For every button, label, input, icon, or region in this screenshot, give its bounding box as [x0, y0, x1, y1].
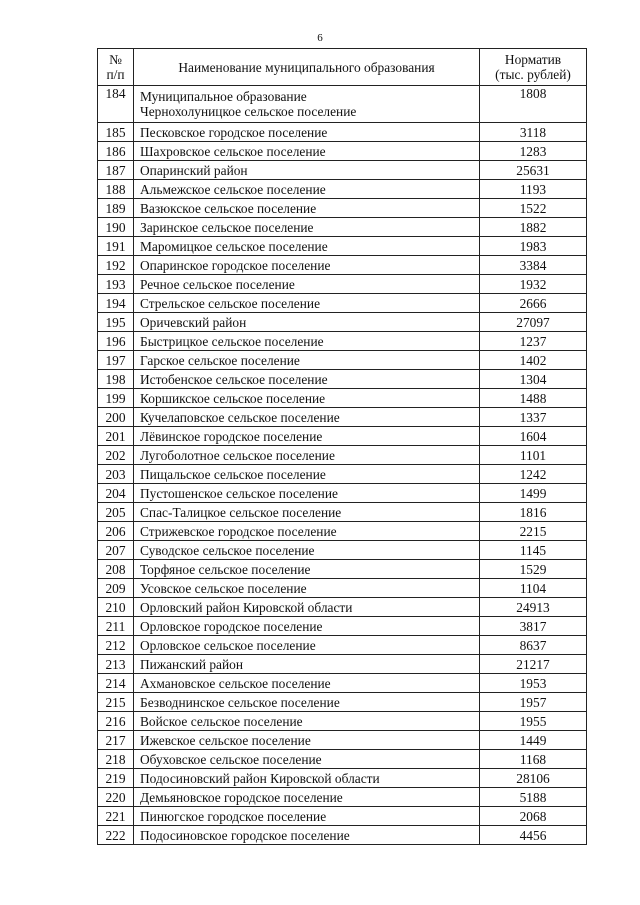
municipality-name: [134, 807, 480, 826]
norm-value: 1522: [480, 199, 587, 218]
row-number: 186: [98, 142, 134, 161]
municipality-name-line1: Безводнинское сельское поселение: [140, 694, 340, 710]
table-row: [98, 750, 587, 769]
table-row: [98, 712, 587, 731]
norm-value: 1304: [480, 370, 587, 389]
norm-value: 1488: [480, 389, 587, 408]
municipality-name: [134, 332, 480, 351]
municipality-name: [134, 693, 480, 712]
row-number: 193: [98, 275, 134, 294]
norm-value: 1816: [480, 503, 587, 522]
table-row: [98, 199, 587, 218]
municipality-name-line1: Лёвинское городское поселение: [140, 428, 323, 444]
municipality-name: [134, 731, 480, 750]
table-row: [98, 560, 587, 579]
row-number: 221: [98, 807, 134, 826]
table-row: [98, 161, 587, 180]
table-row: [98, 541, 587, 560]
row-number: 188: [98, 180, 134, 199]
norm-value: 5188: [480, 788, 587, 807]
table-body: [98, 86, 587, 845]
municipality-name-line1: Пищальское сельское поселение: [140, 466, 326, 482]
norm-value: 1499: [480, 484, 587, 503]
table-row: [98, 427, 587, 446]
norm-value: 1932: [480, 275, 587, 294]
norm-value: 1983: [480, 237, 587, 256]
municipality-name: [134, 788, 480, 807]
municipality-name: [134, 180, 480, 199]
table-row: [98, 86, 587, 123]
row-number: 198: [98, 370, 134, 389]
municipality-name-line1: Пустошенское сельское поселение: [140, 485, 338, 501]
municipality-name: [134, 408, 480, 427]
municipality-name: [134, 218, 480, 237]
norms-table: [97, 48, 587, 845]
municipality-name: [134, 655, 480, 674]
municipality-name: [134, 636, 480, 655]
row-number: 199: [98, 389, 134, 408]
municipality-name: [134, 560, 480, 579]
table-header-row: [98, 49, 587, 86]
table-row: [98, 731, 587, 750]
municipality-name: [134, 503, 480, 522]
norm-value: 3118: [480, 123, 587, 142]
row-number: 220: [98, 788, 134, 807]
municipality-name-line1: Спас-Талицкое сельское поселение: [140, 504, 342, 520]
municipality-name-line1: Орловский район Кировской области: [140, 599, 353, 615]
table-row: [98, 674, 587, 693]
municipality-name-line1: Обуховское сельское поселение: [140, 751, 322, 767]
norm-value: 1101: [480, 446, 587, 465]
header-number: [98, 49, 134, 86]
municipality-name-line1: Заринское сельское поселение: [140, 219, 314, 235]
table-row: [98, 294, 587, 313]
municipality-name-line1: Стрижевское городское поселение: [140, 523, 337, 539]
header-value-line2: (тыс. рублей): [495, 67, 571, 82]
municipality-name: [134, 294, 480, 313]
header-number-line1: №: [109, 52, 122, 67]
municipality-name: [134, 199, 480, 218]
municipality-name-line1: Маромицкое сельское поселение: [140, 238, 328, 254]
table-row: [98, 237, 587, 256]
municipality-name: [134, 541, 480, 560]
municipality-name: [134, 427, 480, 446]
municipality-name-line1: Ижевское сельское поселение: [140, 732, 311, 748]
table-row: [98, 313, 587, 332]
table-row: [98, 788, 587, 807]
norm-value: 1242: [480, 465, 587, 484]
municipality-name: [134, 370, 480, 389]
row-number: 217: [98, 731, 134, 750]
row-number: 187: [98, 161, 134, 180]
table-row: [98, 389, 587, 408]
table-row: [98, 807, 587, 826]
municipality-name: [134, 161, 480, 180]
norm-value: 1953: [480, 674, 587, 693]
row-number: 219: [98, 769, 134, 788]
norm-value: 1955: [480, 712, 587, 731]
municipality-name-line1: Речное сельское поселение: [140, 276, 295, 292]
municipality-name-line1: Орловское сельское поселение: [140, 637, 316, 653]
table-row: [98, 693, 587, 712]
row-number: 209: [98, 579, 134, 598]
row-number: 196: [98, 332, 134, 351]
municipality-name-line1: Опаринский район: [140, 162, 248, 178]
municipality-name: [134, 123, 480, 142]
header-name: Наименование муниципального образования: [134, 49, 480, 86]
table-row: [98, 275, 587, 294]
norm-value: 28106: [480, 769, 587, 788]
row-number: 214: [98, 674, 134, 693]
norm-value: 1882: [480, 218, 587, 237]
table-row: [98, 503, 587, 522]
table-row: [98, 351, 587, 370]
row-number: 192: [98, 256, 134, 275]
table-row: [98, 598, 587, 617]
norm-value: 1529: [480, 560, 587, 579]
municipality-name-line1: Торфяное сельское поселение: [140, 561, 311, 577]
table-row: [98, 446, 587, 465]
table-row: [98, 484, 587, 503]
row-number: 201: [98, 427, 134, 446]
municipality-name-line1: Суводское сельское поселение: [140, 542, 315, 558]
norm-value: 4456: [480, 826, 587, 845]
municipality-name: [134, 275, 480, 294]
row-number: 197: [98, 351, 134, 370]
table-row: [98, 465, 587, 484]
row-number: 213: [98, 655, 134, 674]
municipality-name: [134, 674, 480, 693]
norm-value: 3384: [480, 256, 587, 275]
table-row: [98, 579, 587, 598]
municipality-name-line1: Пижанский район: [140, 656, 243, 672]
municipality-name-line1: Песковское городское поселение: [140, 124, 328, 140]
row-number: 200: [98, 408, 134, 427]
norm-value: 2215: [480, 522, 587, 541]
municipality-name: [134, 313, 480, 332]
municipality-name-line1: Шахровское сельское поселение: [140, 143, 326, 159]
table-row: [98, 522, 587, 541]
municipality-name-line1: Опаринское городское поселение: [140, 257, 331, 273]
page-number: 6: [317, 32, 323, 44]
row-number: 189: [98, 199, 134, 218]
norm-value: 1193: [480, 180, 587, 199]
table-row: [98, 370, 587, 389]
row-number: 205: [98, 503, 134, 522]
municipality-name: [134, 617, 480, 636]
table-row: [98, 655, 587, 674]
municipality-name: [134, 446, 480, 465]
municipality-name: [134, 712, 480, 731]
norm-value: 2666: [480, 294, 587, 313]
table-row: [98, 142, 587, 161]
norm-value: 1104: [480, 579, 587, 598]
row-number: 211: [98, 617, 134, 636]
row-number: 203: [98, 465, 134, 484]
row-number: 204: [98, 484, 134, 503]
municipality-name-line1: Войское сельское поселение: [140, 713, 303, 729]
municipality-name-line1: Оричевский район: [140, 314, 247, 330]
municipality-name-line1: Вазюкское сельское поселение: [140, 200, 317, 216]
municipality-name: [134, 465, 480, 484]
municipality-name-line1: Подосиновский район Кировской области: [140, 770, 380, 786]
row-number: 206: [98, 522, 134, 541]
norm-value: 1604: [480, 427, 587, 446]
municipality-name: [134, 86, 480, 123]
norm-value: 1957: [480, 693, 587, 712]
table-row: [98, 636, 587, 655]
table-row: [98, 218, 587, 237]
norm-value: 3817: [480, 617, 587, 636]
norm-value: 2068: [480, 807, 587, 826]
table-row: [98, 408, 587, 427]
municipality-name: [134, 484, 480, 503]
municipality-name: [134, 826, 480, 845]
table-row: [98, 332, 587, 351]
norm-value: 21217: [480, 655, 587, 674]
municipality-name-line1: Стрельское сельское поселение: [140, 295, 321, 311]
municipality-name-line1: Лугоболотное сельское поселение: [140, 447, 335, 463]
municipality-name-line1: Ахмановское сельское поселение: [140, 675, 331, 691]
municipality-name: [134, 579, 480, 598]
row-number: 185: [98, 123, 134, 142]
table-row: [98, 826, 587, 845]
header-value: [480, 49, 587, 86]
norm-value: 1283: [480, 142, 587, 161]
row-number: 215: [98, 693, 134, 712]
norm-value: 8637: [480, 636, 587, 655]
row-number: 184: [98, 86, 134, 123]
norm-value: 25631: [480, 161, 587, 180]
municipality-name: [134, 769, 480, 788]
row-number: 208: [98, 560, 134, 579]
row-number: 191: [98, 237, 134, 256]
norm-value: 1808: [480, 86, 587, 123]
municipality-name-line1: Гарское сельское поселение: [140, 352, 300, 368]
municipality-name-line1: Орловское городское поселение: [140, 618, 323, 634]
row-number: 218: [98, 750, 134, 769]
municipality-name-line1: Истобенское сельское поселение: [140, 371, 328, 387]
municipality-name: [134, 256, 480, 275]
norm-value: 1337: [480, 408, 587, 427]
table-row: [98, 617, 587, 636]
header-value-line1: Норматив: [504, 52, 562, 67]
table-row: [98, 180, 587, 199]
municipality-name: [134, 522, 480, 541]
row-number: 207: [98, 541, 134, 560]
norm-value: 1237: [480, 332, 587, 351]
norm-value: 1402: [480, 351, 587, 370]
row-number: 190: [98, 218, 134, 237]
row-number: 210: [98, 598, 134, 617]
municipality-name-line1: Пинюгское городское поселение: [140, 808, 327, 824]
norm-value: 27097: [480, 313, 587, 332]
row-number: 212: [98, 636, 134, 655]
header-number-line2: п/п: [106, 67, 125, 82]
norm-value: 1449: [480, 731, 587, 750]
row-number: 216: [98, 712, 134, 731]
row-number: 195: [98, 313, 134, 332]
municipality-name: [134, 142, 480, 161]
municipality-name-line1: Подосиновское городское поселение: [140, 827, 350, 843]
municipality-name-line2: Чернохолуницкое сельское поселение: [140, 104, 357, 119]
municipality-name: [134, 598, 480, 617]
row-number: 202: [98, 446, 134, 465]
municipality-name: [134, 750, 480, 769]
row-number: 222: [98, 826, 134, 845]
norm-value: 24913: [480, 598, 587, 617]
municipality-name: [134, 237, 480, 256]
municipality-name-line1: Альмежское сельское поселение: [140, 181, 326, 197]
municipality-name-line1: Коршикское сельское поселение: [140, 390, 326, 406]
norm-value: 1168: [480, 750, 587, 769]
municipality-name: [134, 389, 480, 408]
row-number: 194: [98, 294, 134, 313]
municipality-name-line1: Усовское сельское поселение: [140, 580, 307, 596]
table-row: [98, 769, 587, 788]
municipality-name-line1: Кучелаповское сельское поселение: [140, 409, 340, 425]
table-row: [98, 123, 587, 142]
municipality-name: [134, 351, 480, 370]
municipality-name-line1: Муниципальное образование: [140, 89, 307, 104]
norm-value: 1145: [480, 541, 587, 560]
table-row: [98, 256, 587, 275]
municipality-name-line1: Быстрицкое сельское поселение: [140, 333, 324, 349]
municipality-name-line1: Демьяновское городское поселение: [140, 789, 343, 805]
